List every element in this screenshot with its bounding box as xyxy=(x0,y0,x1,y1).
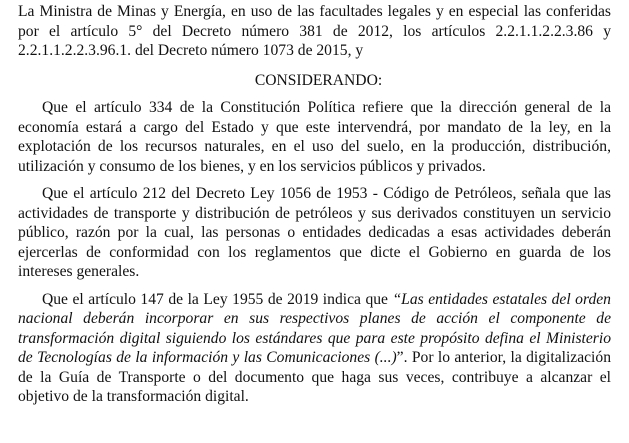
paragraph-ley-1955-lead: Que el artículo 147 de la Ley 1955 de 2019 indica que xyxy=(42,290,393,308)
paragraph-ley-1955-tail: ”. Por lo anterior, la digitalización de la Guía de Transporte o del documento que haga sus veces, contribuye a alcanzar el objetivo de la transformación digital. xyxy=(18,349,611,405)
considerando-heading: CONSIDERANDO: xyxy=(254,71,383,89)
paragraph-ley-1955 xyxy=(18,290,611,407)
paragraph-ley-1955-quote: “Las entidades estatales del orden nacional deberán incorporar en sus respectivos planes de acción el componente de transformación digital siguiendo los estándares que para este propósito defina el Ministerio de Tecnologías de la información y las Comunicaciones (...) xyxy=(18,290,611,366)
intro-paragraph: La Ministra de Minas y Energía, en uso de las facultades legales y en especial las conferidas por el artículo 5° del Decreto número 381 de 2012, los artículos 2.2.1.1.2.2.3.86 y 2.2.1.1.2.2.3.96.1. del Decreto número 1073 de 2015, y xyxy=(18,3,611,59)
paragraph-constitucion: Que el artículo 334 de la Constitución Política refiere que la dirección general de la economía estará a cargo del Estado y que este intervendrá, por mandato de la ley, en la explotación de los recursos naturales, en el uso del suelo, en la producción, distribución, utilización y consumo de los bienes, y en los servicios públicos y privados. xyxy=(18,99,611,175)
paragraph-codigo-petroleos: Que el artículo 212 del Decreto Ley 1056 de 1953 - Código de Petróleos, señala que las actividades de transporte y distribución de petróleos y sus derivados constituyen un servicio público, razón por la cual, las personas o entidades dedicadas a esas actividades deberán ejercerlas de conformidad con los reglamentos que dicte el Gobierno en guarda de los intereses generales. xyxy=(18,185,611,280)
